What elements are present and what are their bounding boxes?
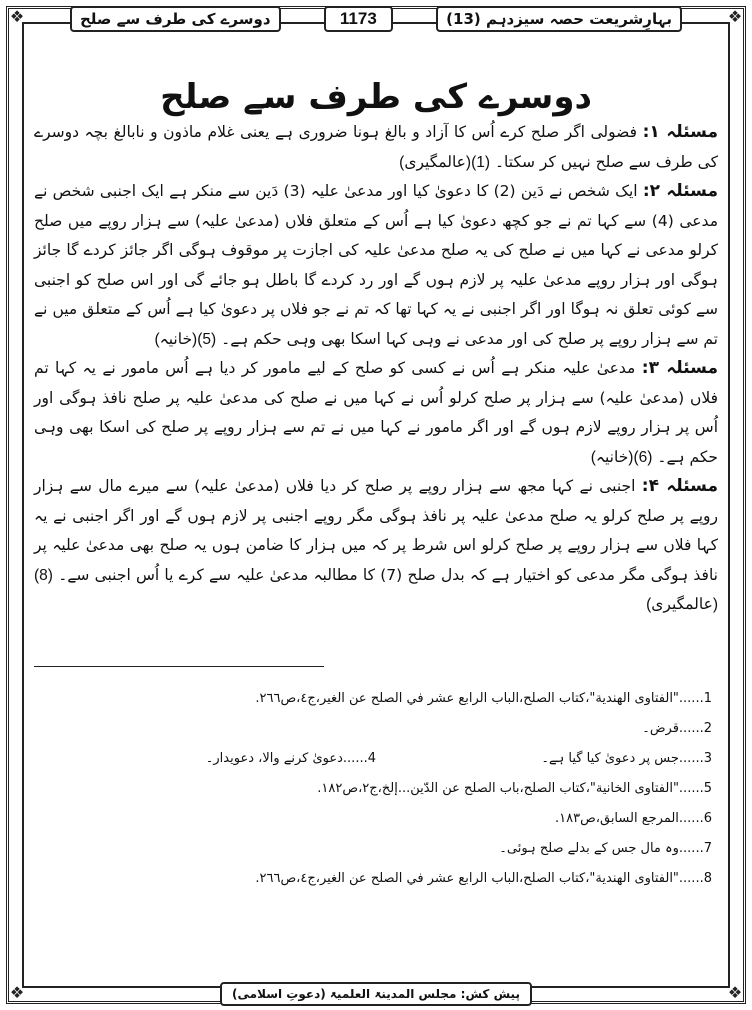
masala-paragraph <box>34 354 718 472</box>
masala-label: مسئلہ ۲: <box>642 181 718 201</box>
corner-ornament-icon: ❖ <box>727 983 743 1002</box>
footnote: 3......جس پر دعویٰ کیا گیا ہے۔ <box>541 751 712 766</box>
footnote: 2......قرض۔ <box>642 721 712 736</box>
masala-text: فضولی اگر صلح کرے اُس کا آزاد و بالغ ہونا ضروری ہے یعنی غلام ماذون و نابالغ بچہ دوسرے کی طرف سے صلح نہیں کر سکتا۔ <box>34 123 718 171</box>
footnotes <box>40 684 712 894</box>
masala-text: ایک شخص نے دَین (2) کا دعویٰ کیا اور مدعیٰ علیہ (3) دَین سے منکر ہے ایک اجنبی شخص نے مدعی (4) سے کہا تم نے جو کچھ دعویٰ کیا ہے اُس کے متعلق فلاں (مدعیٰ علیہ) سے ہزار روپے میں صلح کرلو مدعی نے کہا میں نے صلح کی یہ صلح مدعیٰ علیہ کی اجازت پر موقوف ہوگی اگر جائز کردے گا جائز ہوگی اور ہزار روپے مدعیٰ علیہ پر لازم ہوں گے اور رد کردے گا باطل ہو جائے گی اور اس صلح کو اجنبی سے کوئی تعلق نہ ہوگا اور اگر اجنبی نے یہ کہا تھا کہ تم نے جو فلاں پر دعویٰ کیا ہے اُس کے متعلق میں نے تم سے ہزار روپے پر صلح کی اور مدعی نے وہی کہا اسکا بھی وہی حکم ہے۔ <box>34 182 718 348</box>
footnote-separator <box>34 666 324 667</box>
footnote: 8......"الفتاوى الهندية"،كتاب الصلح،الباب الرابع عشر في الصلح عن الغير،ج٤،ص٢٦٦. <box>255 871 712 886</box>
masala-text: اجنبی نے کہا مجھ سے ہزار روپے پر صلح کر دیا فلاں (مدعیٰ علیہ) سے میرے مال سے ہزار روپے پر صلح کرلو یہ صلح مدعیٰ علیہ پر نافذ ہوگی مگر روپے اجنبی پر لازم ہوں گے اور اگر اجنبی نے یہ کہا فلاں سے ہزار روپے پر صلح کرلو اس شرط پر کہ میں ہزار کا ضامن ہوں یہ صلح بھی مدعیٰ علیہ پر نافذ ہوگی مگر مدعی کو اختیار ہے کہ بدل صلح (7) کا مطالبہ مدعیٰ علیہ سے کرے یا اُس اجنبی سے۔ <box>34 477 718 584</box>
main-text <box>34 118 718 620</box>
footnote-pair <box>40 744 712 774</box>
masala-reference: (1)(عالمگیری) <box>399 153 491 171</box>
chapter-title: دوسرے کی طرف سے صلح <box>70 6 281 32</box>
masala-paragraph <box>34 472 718 620</box>
section-title: دوسرے کی طرف سے صلح <box>160 77 592 117</box>
masala-paragraph <box>34 177 718 354</box>
footnote: 6......المرجع السابق،ص١٨٣. <box>554 811 712 826</box>
publisher-footer <box>0 982 752 1006</box>
footnote: 1......"الفتاوى الهندية"،كتاب الصلح،الباب الرابع عشر في الصلح عن الغير،ج٤،ص٢٦٦. <box>255 691 712 706</box>
masala-reference: (8)(عالمگیری) <box>34 566 718 613</box>
corner-ornament-icon: ❖ <box>727 7 743 26</box>
corner-ornament-icon: ❖ <box>9 983 25 1002</box>
page-number: 1173 <box>324 6 393 32</box>
masala-label: مسئلہ ۴: <box>641 476 718 496</box>
masala-text: مدعیٰ علیہ منکر ہے اُس نے کسی کو صلح کے لیے مامور کر دیا ہے اُس مامور نے یہ کہا تم فلاں (مدعیٰ علیہ) سے ہزار پر صلح کرلو اُس نے کہا میں نے صلح کی مدعیٰ علیہ پر صلح نافذ ہوگی اور اُس پر ہزار روپے لازم ہوں گے اور اگر مامور نے کہا میں نے تم سے ہزار روپے پر صلح کی اسکا بھی وہی حکم ہے۔ <box>34 359 718 466</box>
footnote: 7......وہ مال جس کے بدلے صلح ہوئی۔ <box>499 841 712 856</box>
footnote: 4......دعویٰ کرنے والا، دعویدار۔ <box>205 751 376 766</box>
masala-paragraph <box>34 118 718 177</box>
book-title: بہارِشریعت حصہ سیزدہم (13) <box>436 6 682 32</box>
corner-ornament-icon: ❖ <box>9 7 25 26</box>
footnote: 5......"الفتاوى الخانية"،كتاب الصلح،باب الصلح عن الدّين...إلخ،ج٢،ص١٨٢. <box>317 781 712 796</box>
running-header <box>70 6 682 32</box>
publisher-label: پیش کش: مجلس المدینۃ العلمیۃ (دعوتِ اسلامی) <box>220 982 532 1006</box>
masala-label: مسئلہ ۱: <box>642 122 718 142</box>
masala-reference: (5)(خانیہ) <box>154 330 217 348</box>
masala-reference: (6)(خانیہ) <box>590 448 653 466</box>
masala-label: مسئلہ ۳: <box>641 358 718 378</box>
